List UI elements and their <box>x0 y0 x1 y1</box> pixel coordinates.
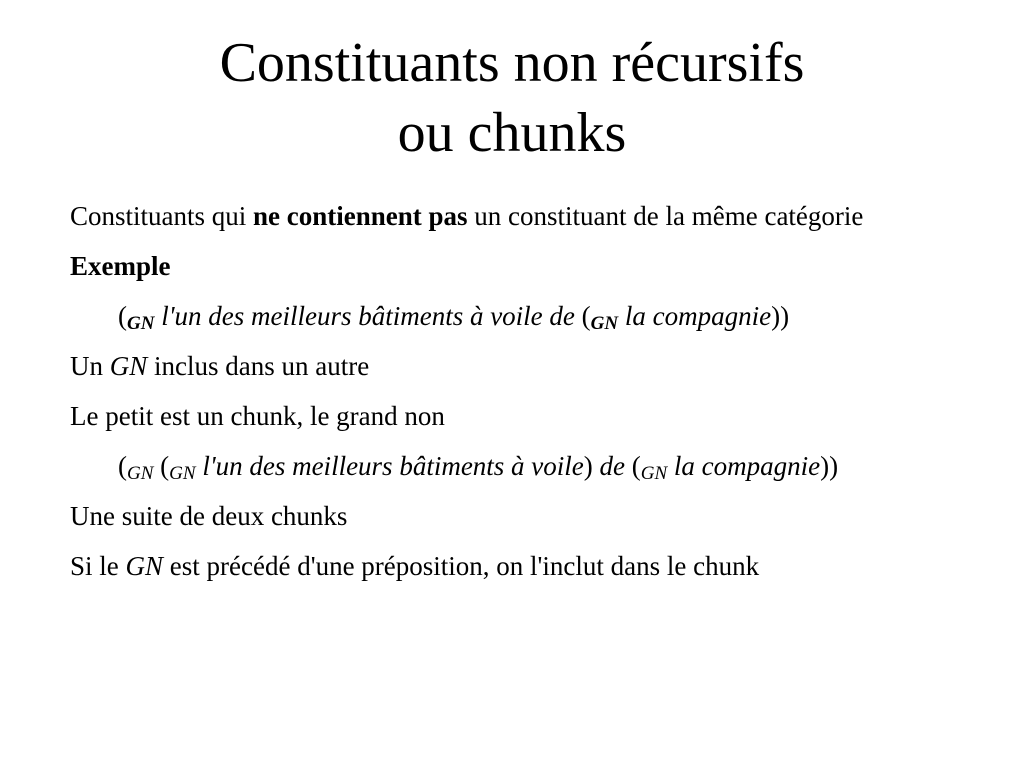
italic-text: l'un des meilleurs bâtiments à voile de <box>154 301 582 331</box>
paragraph-definition <box>70 196 970 236</box>
text-run: Une suite de deux chunks <box>70 501 348 531</box>
italic-text: la compagnie <box>618 301 772 331</box>
gn-subscript: GN <box>640 463 668 484</box>
paragraph-chunk-statement <box>70 396 970 436</box>
italic-text: GN <box>109 351 148 381</box>
title-line-1: Constituants non récursifs <box>219 32 805 94</box>
text-run: Le petit est un chunk, le grand non <box>70 401 445 431</box>
gn-label: GN <box>127 313 155 334</box>
text-run: un constituant de la même catégorie <box>467 201 864 231</box>
text-run: ( <box>581 301 591 331</box>
title-line-2: ou chunks <box>397 102 627 164</box>
gn-subscript <box>127 313 154 334</box>
italic-text: l'un des meilleurs bâtiments à voile <box>195 451 584 481</box>
text-run: ( <box>118 451 127 481</box>
gn-label: GN <box>590 313 619 334</box>
text-run: )) <box>820 451 839 481</box>
italic-text: GN <box>125 551 164 581</box>
text-run: inclus dans un autre <box>147 351 370 381</box>
text-run: ( <box>118 301 127 331</box>
paragraph-example-heading <box>70 246 970 286</box>
paragraph-preposition-rule <box>70 546 970 586</box>
text-run: ) <box>583 451 600 481</box>
paragraph-inclusion <box>70 346 970 386</box>
bold-text: Exemple <box>70 251 171 281</box>
text-run: ( <box>625 451 641 481</box>
italic-text: de <box>599 451 626 481</box>
gn-subscript: GN <box>169 463 196 484</box>
gn-subscript <box>591 313 618 334</box>
paragraph-two-chunks <box>70 496 970 536</box>
text-run: ( <box>153 451 170 481</box>
text-run: )) <box>771 301 790 331</box>
text-run: Si le <box>70 551 126 581</box>
slide-title <box>0 28 1024 168</box>
paragraph-example-1 <box>70 296 970 336</box>
text-run: Un <box>70 351 110 381</box>
gn-subscript: GN <box>127 463 154 484</box>
text-run: est précédé d'une préposition, on l'inclut dans le chunk <box>163 551 760 581</box>
paragraph-example-2 <box>70 446 970 486</box>
bold-text: ne contiennent pas <box>253 201 468 231</box>
slide-body <box>70 196 970 596</box>
italic-text: la compagnie <box>667 451 821 481</box>
text-run: Constituants qui <box>70 201 254 231</box>
